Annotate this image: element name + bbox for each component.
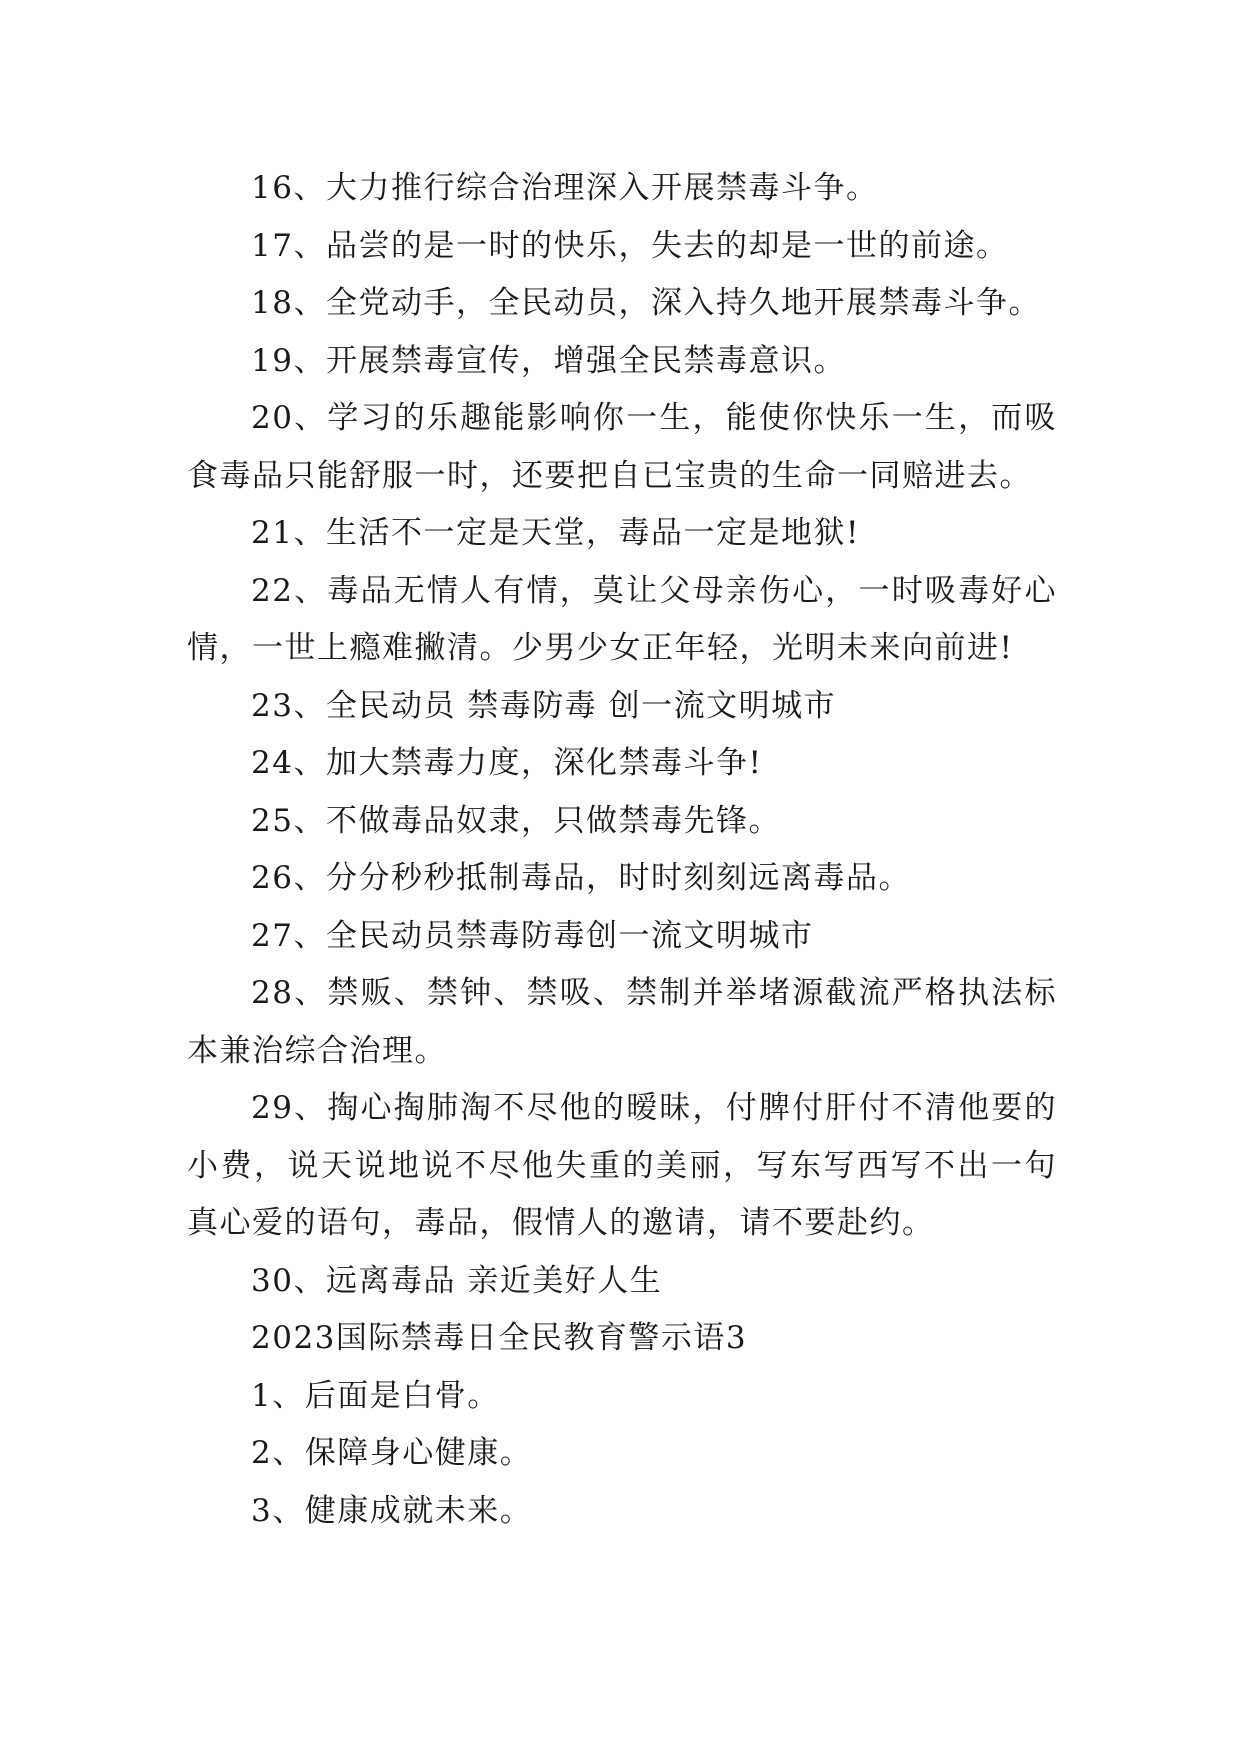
paragraph-26: 26、分分秒秒抵制毒品，时时刻刻远离毒品。 bbox=[251, 860, 911, 896]
paragraph-28: 28、禁贩、禁钟、禁吸、禁制并举堵源截流严格执法标本兼治综合治理。 bbox=[187, 975, 1057, 1069]
section-heading: 2023国际禁毒日全民教育警示语3 bbox=[251, 1320, 748, 1356]
paragraph-16: 16、大力推行综合治理深入开展禁毒斗争。 bbox=[251, 170, 879, 206]
paragraph-section3-1: 1、后面是白骨。 bbox=[251, 1377, 500, 1414]
paragraph-17: 17、品尝的是一时的快乐，失去的却是一世的前途。 bbox=[251, 227, 1009, 264]
paragraph-23: 23、全民动员 禁毒防毒 创一流文明城市 bbox=[251, 687, 837, 724]
paragraph-section3-3: 3、健康成就未来。 bbox=[251, 1492, 533, 1529]
paragraph-21: 21、生活不一定是天堂，毒品一定是地狱! bbox=[251, 515, 860, 551]
paragraph-section3-2: 2、保障身心健康。 bbox=[251, 1435, 533, 1471]
paragraph-27: 27、全民动员禁毒防毒创一流文明城市 bbox=[251, 917, 814, 954]
paragraph-24: 24、加大禁毒力度，深化禁毒斗争! bbox=[251, 745, 763, 781]
paragraph-20: 20、学习的乐趣能影响你一生，能使你快乐一生，而吸食毒品只能舒服一时，还要把自已宝贵的生命一同赔进去。 bbox=[187, 400, 1057, 494]
document-body bbox=[187, 160, 1057, 1540]
paragraph-25: 25、不做毒品奴隶，只做禁毒先锋。 bbox=[251, 802, 781, 839]
paragraph-18: 18、全党动手，全民动员，深入持久地开展禁毒斗争。 bbox=[251, 285, 1041, 321]
paragraph-19: 19、开展禁毒宣传，增强全民禁毒意识。 bbox=[251, 342, 846, 379]
paragraph-30: 30、远离毒品 亲近美好人生 bbox=[251, 1262, 663, 1299]
paragraph-22: 22、毒品无情人有情，莫让父母亲伤心，一时吸毒好心情，一世上瘾难撇清。少男少女正年轻，光明未来向前进! bbox=[187, 572, 1057, 666]
paragraph-29: 29、掏心掏肺淘不尽他的暧昧，付脾付肝付不清他要的小费，说天说地说不尽他失重的美丽，写东写西写不出一句真心爱的语句，毒品，假情人的邀请，请不要赴约。 bbox=[187, 1090, 1057, 1241]
